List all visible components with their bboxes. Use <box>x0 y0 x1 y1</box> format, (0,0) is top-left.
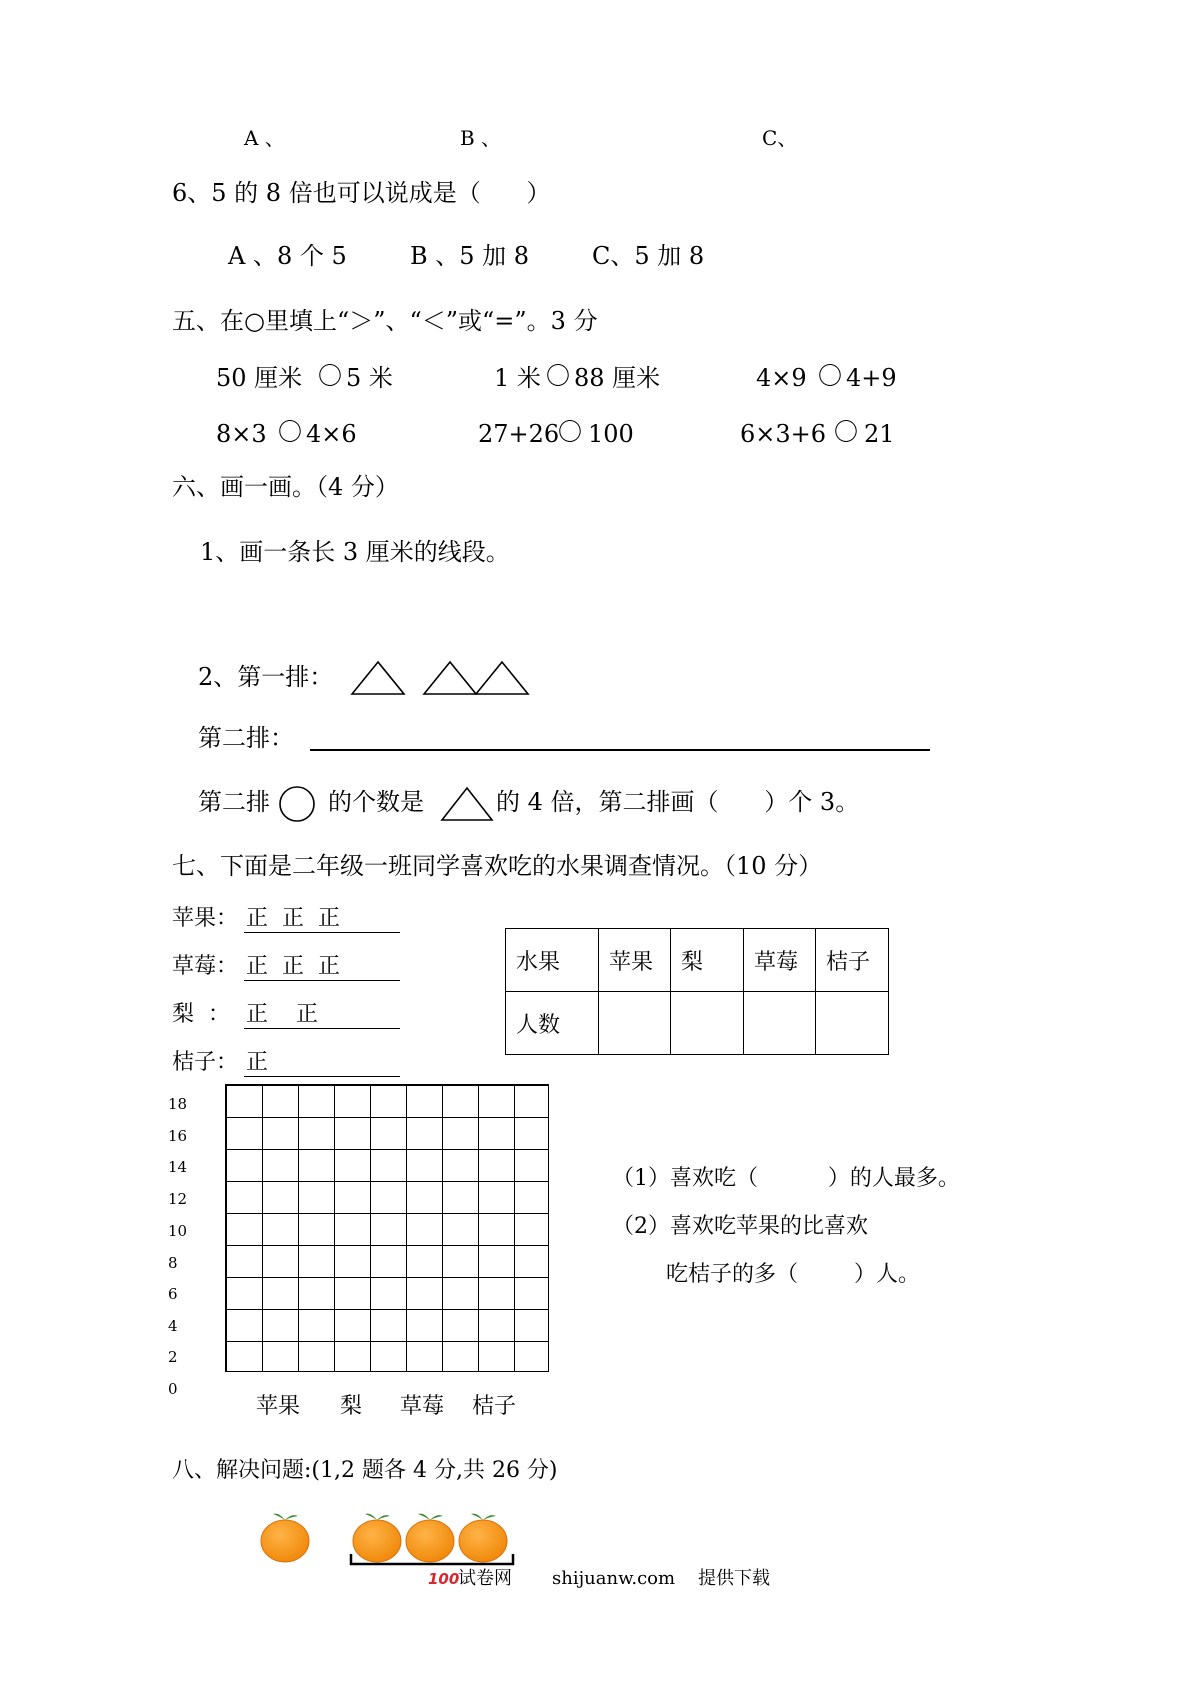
q5-option-c: C、 <box>762 126 798 150</box>
cmp-right: 21 <box>864 420 895 448</box>
q6-option-a: A 、8 个 5 <box>228 242 347 270</box>
compare-circle[interactable]: 〇 <box>818 362 842 390</box>
table-cell[interactable] <box>744 992 816 1055</box>
table-cell[interactable] <box>599 992 671 1055</box>
tally-label: 苹果： <box>172 906 239 931</box>
y-tick-label: 10 <box>168 1222 188 1240</box>
q6-stem: 6、5 的 8 倍也可以说成是（ ） <box>172 179 551 207</box>
tally-label: 桔子： <box>172 1050 239 1075</box>
sec6-q1: 1、画一条长 3 厘米的线段。 <box>200 538 510 566</box>
cmp-right: 88 厘米 <box>574 364 661 392</box>
compare-circle[interactable]: 〇 <box>318 362 342 390</box>
footer-logo: 100 <box>428 1570 460 1588</box>
triangle-icon <box>424 662 476 694</box>
y-tick-label: 16 <box>168 1127 188 1145</box>
triangle-icon <box>352 662 404 694</box>
cmp-left: 1 米 <box>494 364 541 392</box>
sec6-q2-row1: 2、第一排： <box>198 663 334 691</box>
y-tick-label: 2 <box>168 1348 178 1366</box>
tally-label: 草莓： <box>172 954 239 979</box>
bar-chart-grid[interactable] <box>225 1084 549 1372</box>
sec6-title: 六、画一画。（4 分） <box>172 473 399 501</box>
x-label: 苹果 <box>256 1394 301 1419</box>
tally-marks: 正 <box>246 1050 269 1075</box>
table-header-cell: 苹果 <box>599 929 671 992</box>
table-row-label: 人数 <box>506 992 599 1055</box>
y-tick-label: 14 <box>168 1158 188 1176</box>
cmp-left: 6×3+6 <box>740 420 827 448</box>
compare-circle[interactable]: 〇 <box>278 418 302 446</box>
compare-circle[interactable]: 〇 <box>546 362 570 390</box>
table-cell[interactable] <box>816 992 889 1055</box>
oranges-illustration <box>255 1508 525 1568</box>
triangle-icon <box>476 662 528 694</box>
q6-option-c: C、5 加 8 <box>592 242 705 270</box>
table-header-cell: 水果 <box>506 929 599 992</box>
circle-icon <box>278 784 318 824</box>
cmp-right: 4×6 <box>306 420 357 448</box>
tally-marks: 正 正 正 <box>246 954 340 979</box>
sec8-title: 八、解决问题:(1,2 题各 4 分,共 26 分) <box>172 1458 558 1483</box>
orange-icon <box>459 1514 507 1562</box>
cmp-right: 5 米 <box>346 364 393 392</box>
cmp-left: 8×3 <box>216 420 267 448</box>
sec7-q2b: 吃桔子的多（ ）人。 <box>666 1262 920 1287</box>
sec5-title: 五、在○里填上“＞”、“＜”或“=”。3 分 <box>172 307 598 335</box>
y-tick-label: 18 <box>168 1095 188 1113</box>
fruit-count-table <box>505 928 889 1055</box>
compare-circle[interactable]: 〇 <box>558 418 582 446</box>
triangle-icon <box>440 784 496 824</box>
orange-icon <box>406 1514 454 1562</box>
y-tick-label: 12 <box>168 1190 188 1208</box>
y-tick-label: 4 <box>168 1317 178 1335</box>
orange-icon <box>353 1514 401 1562</box>
table-cell[interactable] <box>671 992 744 1055</box>
table-row <box>506 929 889 992</box>
sec7-q2a: （2）喜欢吃苹果的比喜欢 <box>612 1214 868 1239</box>
x-label: 梨 <box>340 1394 363 1419</box>
drawing-line[interactable] <box>310 749 930 751</box>
table-row <box>506 992 889 1055</box>
cmp-left: 4×9 <box>756 364 807 392</box>
y-tick-label: 6 <box>168 1285 178 1303</box>
table-header-cell: 梨 <box>671 929 744 992</box>
sec6-sentence-b: 的个数是 <box>328 788 424 816</box>
table-header-cell: 草莓 <box>744 929 816 992</box>
x-label: 草莓 <box>400 1394 445 1419</box>
footer-site-name: 试卷网 <box>458 1568 512 1589</box>
tally-label: 梨 ： <box>172 1002 230 1027</box>
q5-option-b: B 、 <box>460 126 502 150</box>
cmp-left: 50 厘米 <box>216 364 303 392</box>
y-tick-label: 8 <box>168 1254 178 1272</box>
cmp-left: 27+26 <box>478 420 560 448</box>
orange-icon <box>261 1514 309 1562</box>
sec7-title: 七、下面是二年级一班同学喜欢吃的水果调查情况。（10 分） <box>172 852 823 880</box>
cmp-right: 100 <box>588 420 634 448</box>
tally-marks: 正 正 正 <box>246 906 340 931</box>
sec6-q2-row2: 第二排： <box>198 724 294 752</box>
q6-option-b: B 、5 加 8 <box>410 242 530 270</box>
x-label: 桔子 <box>472 1394 517 1419</box>
cmp-right: 4+9 <box>846 364 897 392</box>
tally-marks: 正 正 <box>246 1002 318 1027</box>
y-tick-label: 0 <box>168 1380 178 1398</box>
sec7-q1: （1）喜欢吃（ ）的人最多。 <box>612 1166 960 1191</box>
compare-circle[interactable]: 〇 <box>834 418 858 446</box>
sec6-sentence-c: 的 4 倍，第二排画（ ）个 3。 <box>496 788 860 816</box>
triangles-row1 <box>350 658 540 698</box>
sec6-sentence-a: 第二排 <box>198 788 270 816</box>
table-header-cell: 桔子 <box>816 929 889 992</box>
footer-domain[interactable]: shijuanw.com <box>552 1568 676 1589</box>
q5-option-a: A 、 <box>244 126 285 150</box>
footer-download: 提供下载 <box>698 1568 770 1589</box>
